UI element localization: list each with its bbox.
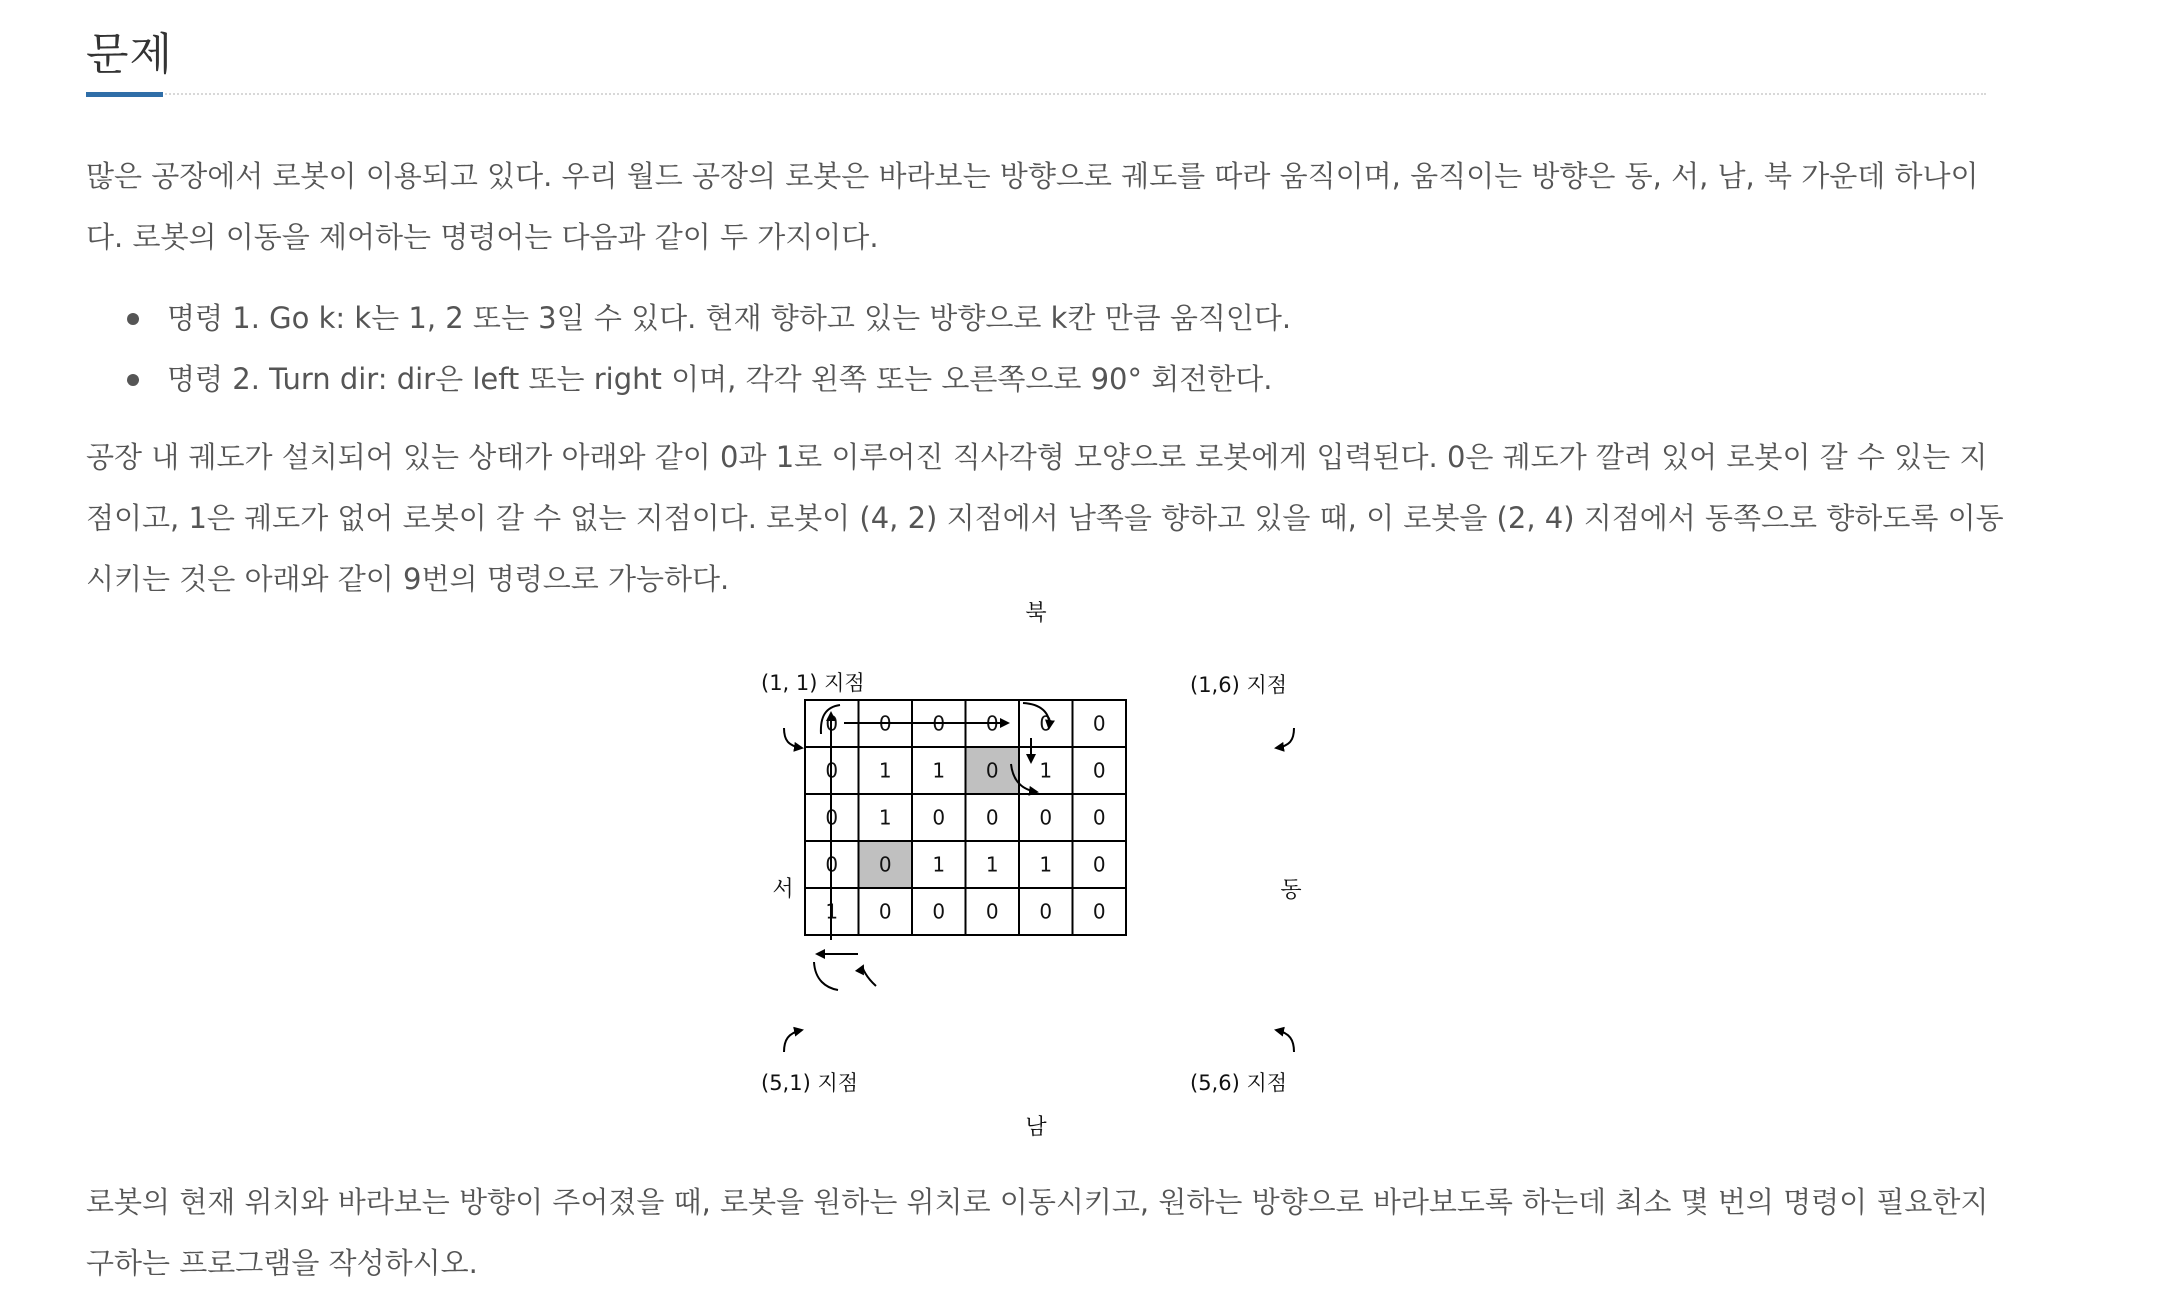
corner-label-bottom-left: (5,1) 지점 (761, 1071, 859, 1095)
grid-cell-value: 1 (878, 758, 892, 783)
grid-cell-value: 1 (878, 805, 892, 830)
grid-cell-value: 1 (932, 758, 946, 783)
grid-cells (805, 700, 1126, 935)
corner-arrow-bottom-left (784, 1030, 802, 1052)
heading-divider (86, 93, 1986, 95)
grid-cell-value: 0 (932, 711, 946, 736)
grid-cell-value: 0 (985, 899, 999, 924)
grid-cell-value: 0 (1092, 852, 1106, 877)
grid-cell-value: 0 (878, 852, 892, 877)
command-list (86, 288, 1291, 410)
grid-cell-value: 0 (825, 805, 839, 830)
intro-paragraph: 많은 공장에서 로봇이 이용되고 있다. 우리 월드 공장의 로봇은 바라보는 방향으로 궤도를 따라 움직이며, 움직이는 방향은 동, 서, 남, 북 가운데 하나이다. 로봇의 이동을 제어하는 명령어는 다음과 같이 두 가지이다. (86, 159, 1979, 254)
south-label: 남 (1025, 1115, 1047, 1140)
grid-cell-value: 0 (825, 758, 839, 783)
grid-cell-value: 0 (1092, 899, 1106, 924)
east-label: 동 (1280, 878, 1302, 903)
path-turn-start (863, 966, 876, 986)
grid-cell-value: 1 (1039, 852, 1053, 877)
heading-accent-bar (86, 92, 163, 97)
grid-cell-value: 1 (825, 899, 839, 924)
grid-cell-value: 0 (932, 899, 946, 924)
command-item-turn: 명령 2. Turn dir: dir은 left 또는 right 이며, 각각 왼쪽 또는 오른쪽으로 90° 회전한다. (86, 349, 1291, 410)
grid-cell-value: 0 (825, 852, 839, 877)
grid-cell-value: 0 (1039, 711, 1053, 736)
command-item-go: 명령 1. Go k: k는 1, 2 또는 3일 수 있다. 현재 향하고 있는 방향으로 k칸 만큼 움직인다. (86, 288, 1291, 349)
grid-cell-value: 0 (878, 711, 892, 736)
grid-cell-value: 0 (1092, 711, 1106, 736)
corner-arrow-top-left (784, 728, 802, 748)
grid-cell-value: 0 (985, 758, 999, 783)
task-paragraph: 로봇의 현재 위치와 바라보는 방향이 주어졌을 때, 로봇을 원하는 위치로 이동시키고, 원하는 방향으로 바라보도록 하는데 최소 몇 번의 명령이 필요한지 구하는 프로그램을 작성하시오. (86, 1185, 1989, 1280)
grid-cell-value: 0 (825, 711, 839, 736)
grid-cell-value: 0 (1039, 805, 1053, 830)
grid-cell-value: 0 (985, 805, 999, 830)
corner-label-top-left: (1, 1) 지점 (761, 671, 865, 695)
grid-cell-value: 1 (1039, 758, 1053, 783)
west-label: 서 (772, 877, 794, 902)
grid-cell-value: 1 (932, 852, 946, 877)
corner-arrow-bottom-right (1276, 1030, 1294, 1052)
grid-cell-value: 0 (878, 899, 892, 924)
grid-cell-value: 0 (1092, 758, 1106, 783)
section-heading: 문제 (86, 29, 174, 80)
path-turn-right-1 (814, 962, 838, 990)
corner-label-bottom-right: (5,6) 지점 (1190, 1071, 1288, 1095)
robot-track-diagram (740, 601, 1360, 1160)
grid-cell-value: 0 (1092, 805, 1106, 830)
corner-arrow-top-right (1276, 728, 1294, 748)
grid-cell-value: 1 (985, 852, 999, 877)
north-label: 북 (1025, 601, 1047, 626)
grid-cell-value: 0 (985, 711, 999, 736)
grid-cell-value: 0 (932, 805, 946, 830)
corner-label-top-right: (1,6) 지점 (1190, 673, 1288, 697)
grid-cell-value: 0 (1039, 899, 1053, 924)
description-paragraph: 공장 내 궤도가 설치되어 있는 상태가 아래와 같이 0과 1로 이루어진 직사각형 모양으로 로봇에게 입력된다. 0은 궤도가 깔려 있어 로봇이 갈 수 있는 지점이고, 1은 궤도가 없어 로봇이 갈 수 없는 지점이다. 로봇이 (4, 2) 지점에서 남쪽을 향하고 있을 때, 이 로봇을 (2, 4) 지점에서 동쪽으로 향하도록 이동시키는 것은 아래와 같이 9번의 명령으로 가능하다. (86, 440, 2004, 596)
